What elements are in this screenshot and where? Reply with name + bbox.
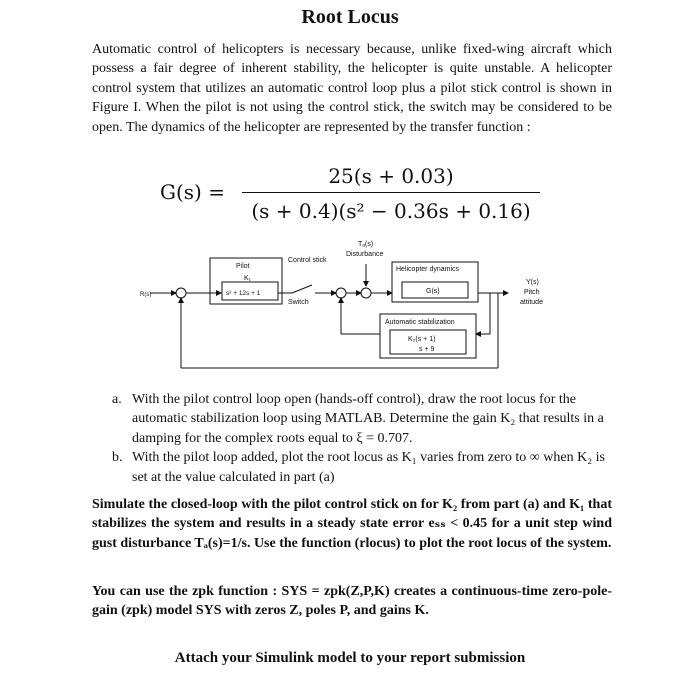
equation-denominator: (s + 0.4)(s² − 0.36s + 0.16)	[251, 199, 531, 223]
transfer-function-equation	[160, 162, 560, 228]
summing-junction-2	[336, 288, 346, 298]
block-diagram	[140, 238, 580, 374]
disturbance-label: Tₐ(s)	[358, 241, 374, 248]
switch-arm	[292, 285, 312, 293]
page-title: Root Locus	[301, 6, 399, 28]
control-stick-label: Control stick	[288, 257, 327, 264]
auto-stab-title: Automatic stabilization	[385, 319, 455, 326]
questions-list	[112, 390, 612, 487]
question-a-text: With the pilot control loop open (hands-off control), draw the root locus for the automatic stabilization loop using MATLAB. Determine the gain K₂ that results in a damping for the complex roots equal to ξ = 0.707.	[132, 392, 604, 446]
helicopter-tf: G(s)	[426, 288, 440, 295]
helicopter-title: Helicopter dynamics	[396, 266, 460, 273]
equation-fraction	[242, 162, 540, 225]
pilot-title: Pilot	[236, 263, 250, 270]
pilot-denominator: s² + 12s + 1	[226, 290, 261, 297]
question-a-label: a.	[112, 392, 122, 407]
zpk-note: You can use the zpk function : SYS = zpk(Z,P,K) creates a continuous-time zero-pole-gain (zpk) model SYS with zeros Z, poles P, and gains K.	[92, 584, 612, 619]
equation-lhs: G(s) =	[160, 180, 225, 204]
output-desc-2: attitude	[520, 299, 543, 306]
simulate-instructions: Simulate the closed-loop with the pilot control stick on for K₂ from part (a) and K₁ that stabilizes the system and results in a steady state error eₛₛ < 0.45 for a unit step wind gust disturbance Tₐ(s)=1/s. Use the function (rlocus) to plot the root locus of the system.	[92, 497, 612, 551]
equation-numerator: 25(s + 0.03)	[328, 164, 454, 188]
output-desc-1: Pitch	[524, 289, 540, 296]
fraction-bar	[242, 192, 540, 193]
question-b	[112, 448, 612, 487]
disturbance-text: Disturbance	[346, 251, 384, 258]
question-a	[112, 390, 612, 448]
intro-paragraph: Automatic control of helicopters is necessary because, unlike fixed-wing aircraft which possess a fair degree of inherent stability, the helicopter is quite unstable. A helicopter control system that utilizes an automatic control loop plus a pilot stick control is shown in Figure I. When the pilot is not using the control stick, the switch may be considered to be open. The dynamics of the helicopter are represented by the transfer function :	[92, 42, 612, 135]
switch-label: Switch	[288, 299, 309, 306]
pilot-numerator: K₁	[244, 275, 252, 282]
question-b-text: With the pilot loop added, plot the root locus as K₁ varies from zero to ∞ when K₂ is set at the value calculated in part (a)	[132, 450, 605, 485]
summing-junction-3	[361, 288, 371, 298]
auto-stab-denominator: s + 9	[419, 346, 435, 353]
question-b-label: b.	[112, 450, 123, 466]
attach-instruction: Attach your Simulink model to your report submission	[174, 650, 526, 666]
output-label: Y(s)	[526, 279, 539, 286]
auto-stab-numerator: K₂(s + 1)	[408, 336, 436, 343]
summing-junction-1	[176, 288, 186, 298]
input-label: R(s)	[140, 292, 152, 298]
